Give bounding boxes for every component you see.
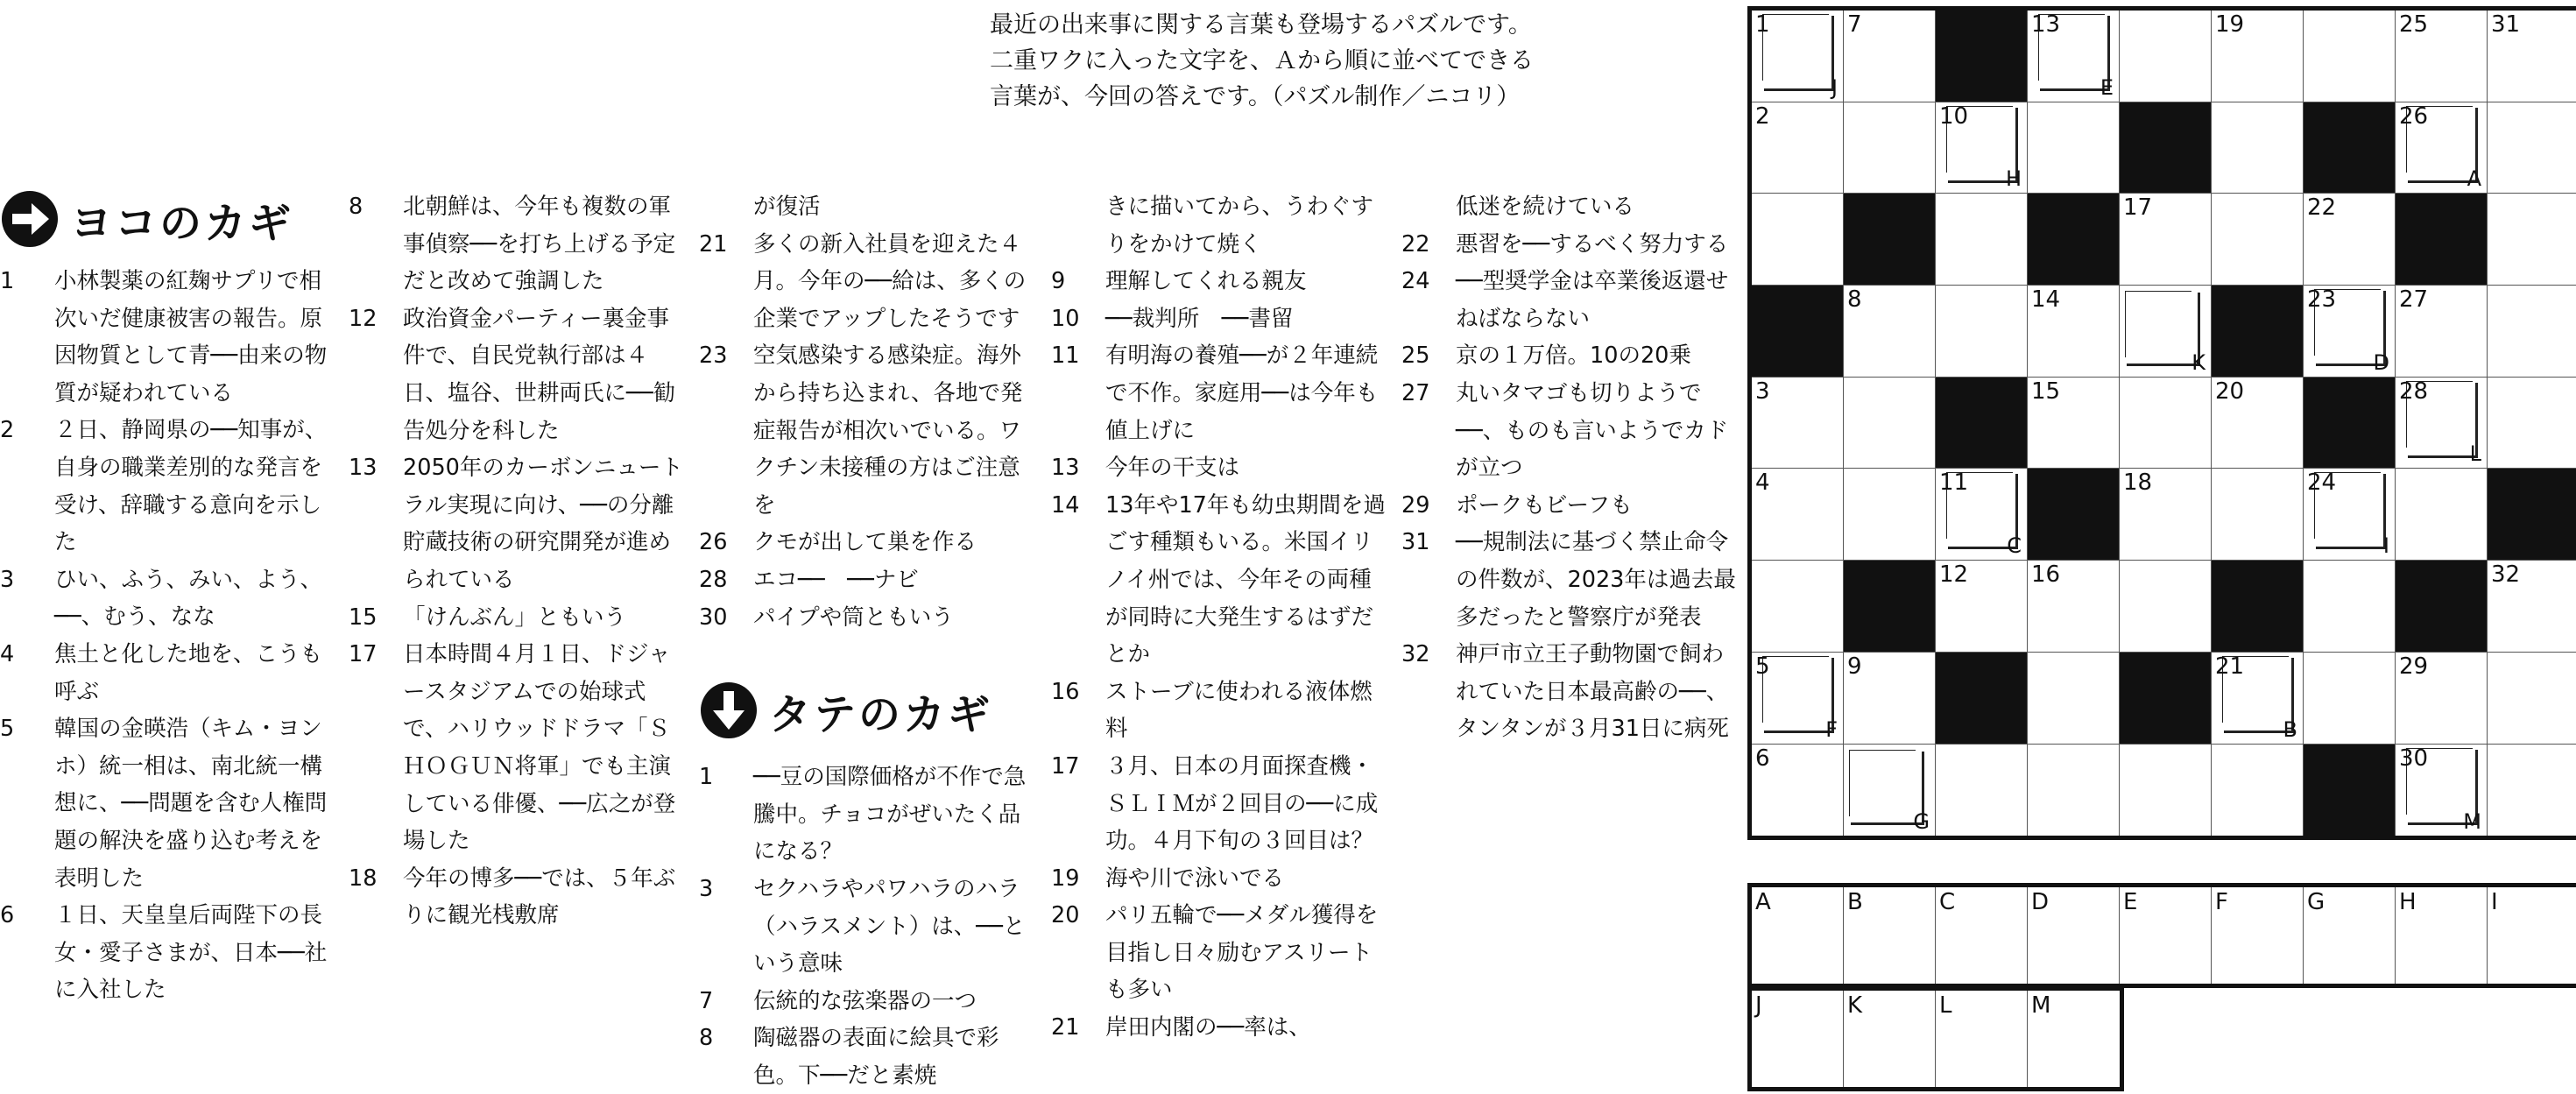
key-letter: H <box>2005 166 2022 192</box>
grid-cell[interactable] <box>1936 745 2028 836</box>
cell-number: 10 <box>1939 102 1969 130</box>
cell-number: 4 <box>1755 469 1770 497</box>
clue-number: 17 <box>1051 752 1080 780</box>
clue-text: 政治資金パーティー裏金事件で、自民党執行部は４日、塩谷、世耕両氏に──勧告処分を科した <box>403 305 676 444</box>
intro-line: 最近の出来事に関する言葉も登場するパズルです。 <box>990 11 1532 39</box>
cell-number: 16 <box>2031 561 2061 589</box>
clue-number: 9 <box>1051 268 1066 295</box>
clue-number: 15 <box>349 603 378 631</box>
cell-number: 31 <box>2491 11 2521 38</box>
clue-item <box>699 983 1036 1020</box>
answer-cell[interactable] <box>2028 991 2120 1087</box>
cell-number: 26 <box>2399 102 2429 130</box>
cell-number: 23 <box>2307 286 2337 314</box>
grid-cell[interactable] <box>2304 469 2396 561</box>
clue-item <box>1051 860 1388 898</box>
key-letter: F <box>1825 716 1838 742</box>
clue-text: エコ── ──ナビ <box>753 566 919 593</box>
grid-cell[interactable] <box>2028 102 2120 194</box>
cell-number: 29 <box>2399 653 2429 680</box>
grid-cell[interactable] <box>2120 745 2212 836</box>
grid-cell[interactable] <box>1752 745 1844 836</box>
cell-number: 14 <box>2031 286 2061 314</box>
grid-cell[interactable] <box>1936 194 2028 286</box>
answer-label: G <box>2307 889 2325 915</box>
grid-cell[interactable] <box>2304 653 2396 745</box>
clue-number: 7 <box>699 987 714 1014</box>
clue-item <box>1051 449 1388 487</box>
clue-text: ２日、静岡県の──知事が、自身の職業差別的な発言を受け、辞職する意向を示した <box>54 417 328 556</box>
key-letter: I <box>2382 533 2389 559</box>
clue-text: 岸田内閣の──率は、 <box>1105 1014 1311 1041</box>
answer-label: K <box>1847 992 1863 1019</box>
grid-cell[interactable] <box>2488 653 2576 745</box>
clue-number: 4 <box>0 640 15 667</box>
clue-item <box>1051 897 1388 1009</box>
yoko-heading <box>2 188 348 250</box>
clue-item <box>0 897 337 1009</box>
grid-cell[interactable] <box>1752 378 1844 469</box>
clue-number: 17 <box>349 641 378 668</box>
key-letter: K <box>2191 349 2205 375</box>
clue-item <box>1401 487 1739 525</box>
clue-text: 理解してくれる親友 <box>1105 268 1307 295</box>
grid-cell[interactable] <box>1844 745 1936 836</box>
clue-number: 26 <box>699 529 728 556</box>
grid-cell[interactable] <box>2120 469 2212 561</box>
clue-text: 京の１万倍。10の20乗 <box>1456 342 1691 370</box>
grid-cell[interactable] <box>2304 286 2396 378</box>
cell-number: 19 <box>2215 11 2245 38</box>
grid-cell[interactable] <box>2028 378 2120 469</box>
key-letter: G <box>1913 809 1930 835</box>
answer-label: H <box>2399 889 2417 915</box>
answer-cell[interactable] <box>2212 887 2304 984</box>
black-cell <box>2028 194 2120 286</box>
clue-text: 北朝鮮は、今年も複数の軍事偵察──を打ち上げる予定だと改めて強調した <box>403 194 676 295</box>
clue-item <box>1401 375 1739 487</box>
clue-text: が復活 <box>753 194 821 220</box>
answer-cell[interactable] <box>1844 887 1936 984</box>
clue-item <box>1051 300 1388 338</box>
cell-number: 15 <box>2031 378 2061 405</box>
clue-number: 32 <box>1401 641 1430 668</box>
clue-number: 25 <box>1401 342 1430 370</box>
clue-text: ひい、ふう、みい、よう、──、むう、なな <box>54 566 323 631</box>
black-cell <box>2488 469 2576 561</box>
grid-cell[interactable] <box>2120 194 2212 286</box>
grid-cell[interactable] <box>2212 653 2304 745</box>
grid-cell[interactable] <box>1752 469 1844 561</box>
answer-label: E <box>2123 889 2138 915</box>
grid-cell[interactable] <box>2212 194 2304 286</box>
grid-cell[interactable] <box>2028 561 2120 653</box>
clue-item <box>1401 263 1739 337</box>
grid-cell[interactable] <box>1752 102 1844 194</box>
cell-number: 22 <box>2307 194 2337 222</box>
cell-number: 6 <box>1755 745 1770 772</box>
grid-cell[interactable] <box>2120 378 2212 469</box>
black-cell <box>1844 194 1936 286</box>
answer-cell[interactable] <box>1936 991 2028 1087</box>
cell-number: 30 <box>2399 745 2429 772</box>
clue-number: 21 <box>699 230 728 258</box>
grid-cell[interactable] <box>2396 653 2488 745</box>
black-cell <box>2396 561 2488 653</box>
grid-cell[interactable] <box>2120 11 2212 102</box>
key-letter: J <box>1831 74 1838 100</box>
cell-number: 9 <box>1847 653 1862 680</box>
clue-number: 29 <box>1401 491 1430 519</box>
double-frame-box <box>2127 293 2200 366</box>
clue-text: ──規制法に基づく禁止命令の件数が、2023年は過去最多だったと警察庁が発表 <box>1456 529 1736 631</box>
clue-number: 20 <box>1051 902 1080 929</box>
cell-number: 24 <box>2307 469 2337 497</box>
clue-item <box>349 449 686 598</box>
clue-number: 28 <box>699 566 728 593</box>
key-letter: E <box>2100 74 2114 100</box>
clue-number: 30 <box>699 603 728 631</box>
clue-text: セクハラやパワハラのハラ（ハラスメント）は、──という意味 <box>753 875 1026 978</box>
black-cell <box>2120 653 2212 745</box>
clue-item <box>699 524 1036 561</box>
grid-cell[interactable] <box>1936 561 2028 653</box>
grid-cell[interactable] <box>1752 11 1844 102</box>
cell-number: 8 <box>1847 286 1862 314</box>
black-cell <box>2212 286 2304 378</box>
clue-item <box>0 710 337 897</box>
answer-cell[interactable] <box>1752 991 1844 1087</box>
cell-number: 18 <box>2123 469 2153 497</box>
grid-cell[interactable] <box>1844 11 1936 102</box>
clue-text: ──豆の国際価格が不作で急騰中。チョコがぜいたく品になる？ <box>753 764 1027 865</box>
key-letter: C <box>2007 533 2022 559</box>
clue-number: 21 <box>1051 1014 1080 1041</box>
clue-text: ３月、日本の月面探査機・ＳＬＩＭが２回目の──に成功。４月下旬の３回目は？ <box>1105 752 1379 855</box>
cell-number: 27 <box>2399 286 2429 314</box>
key-letter: B <box>2283 716 2297 742</box>
clue-item <box>1051 1009 1388 1047</box>
clue-text: ──裁判所 ──書留 <box>1105 305 1294 332</box>
clue-item <box>699 1020 1036 1094</box>
answer-cell[interactable] <box>2028 887 2120 984</box>
clue-item <box>699 871 1036 983</box>
cell-number: 25 <box>2399 11 2429 38</box>
grid-cell[interactable] <box>2212 745 2304 836</box>
clue-item <box>349 860 686 935</box>
clue-number: 11 <box>1051 342 1080 370</box>
answer-row-2 <box>1747 986 2124 1091</box>
cell-number: 7 <box>1847 11 1862 38</box>
grid-cell[interactable] <box>1936 286 2028 378</box>
cell-number: 3 <box>1755 378 1770 405</box>
answer-label: B <box>1847 889 1863 915</box>
clue-number: 1 <box>699 764 714 791</box>
clue-item <box>1051 487 1388 674</box>
key-letter: L <box>2469 441 2481 467</box>
clue-text: ──型奨学金は卒業後返還せねばならない <box>1456 268 1729 332</box>
black-cell <box>2212 561 2304 653</box>
answer-cell[interactable] <box>1844 991 1936 1087</box>
grid-cell[interactable] <box>2396 102 2488 194</box>
cell-number: 17 <box>2123 194 2153 222</box>
black-cell <box>1936 11 2028 102</box>
cell-number: 2 <box>1755 102 1770 130</box>
clue-number: 6 <box>0 902 15 929</box>
clue-item <box>1401 226 1739 264</box>
grid-cell[interactable] <box>1844 653 1936 745</box>
grid-cell[interactable] <box>1752 653 1844 745</box>
clue-text: 「けんぶん」ともいう <box>403 603 627 631</box>
grid-cell[interactable] <box>1844 286 1936 378</box>
grid-cell[interactable] <box>2028 11 2120 102</box>
answer-row-1 <box>1747 883 2576 988</box>
answer-cell[interactable] <box>1936 887 2028 984</box>
clue-text: 2050年のカーボンニュートラル実現に向け、──の分離貯蔵技術の研究開発が進められている <box>403 455 683 593</box>
clue-text: ストーブに使われる液体燃料 <box>1105 678 1373 743</box>
cell-number: 20 <box>2215 378 2245 405</box>
clue-text: 日本時間４月１日、ドジャースタジアムでの始球式で、ハリウッドドラマ「ＳＨＯＧＵＮ将軍」でも主演している俳優、──広之が登場した <box>403 641 676 855</box>
clue-number: 18 <box>349 865 378 892</box>
clue-text: クモが出して巣を作る <box>753 529 977 556</box>
grid-cell[interactable] <box>2212 469 2304 561</box>
clue-number: 24 <box>1401 268 1430 295</box>
grid-cell[interactable] <box>1844 378 1936 469</box>
black-cell <box>2396 194 2488 286</box>
clue-text: 小林製薬の紅麹サプリで相次いだ健康被害の報告。原因物質として青──由来の物質が疑われている <box>54 268 328 406</box>
clue-item <box>699 188 1036 226</box>
section-spacer <box>699 636 1036 759</box>
grid-cell[interactable] <box>2028 286 2120 378</box>
cell-number: 11 <box>1939 469 1969 497</box>
clue-number <box>699 188 753 226</box>
clue-item <box>699 599 1036 637</box>
key-letter: D <box>2373 349 2389 375</box>
clue-item <box>1051 748 1388 860</box>
answer-label: C <box>1939 889 1956 915</box>
intro-text <box>990 7 1708 115</box>
clue-number: 5 <box>0 716 15 743</box>
clue-item <box>349 636 686 860</box>
black-cell <box>1844 561 1936 653</box>
clue-item <box>0 412 337 561</box>
clue-text: 悪習を──するべく努力する <box>1456 230 1729 258</box>
black-cell <box>2304 102 2396 194</box>
clue-number: 14 <box>1051 491 1080 519</box>
answer-cell[interactable] <box>2120 887 2212 984</box>
clue-text: 陶磁器の表面に絵具で彩色。下──だと素焼 <box>753 1025 999 1089</box>
key-letter: A <box>2467 166 2481 192</box>
clue-number: 2 <box>0 417 15 444</box>
clue-number: 13 <box>1051 455 1080 482</box>
clue-text: 韓国の金暎浩（キム・ヨンホ）統一相は、南北統一構想に、──問題を含む人権問題の解決を盛り込む考えを表明した <box>54 716 328 892</box>
grid-cell[interactable] <box>2304 194 2396 286</box>
crossword-grid <box>1747 6 2576 840</box>
black-cell <box>2120 102 2212 194</box>
clue-text: きに描いてから、うわぐすりをかけて焼く <box>1105 194 1374 258</box>
black-cell <box>1936 378 2028 469</box>
clue-number: 19 <box>1051 865 1080 892</box>
clue-item <box>0 263 337 412</box>
black-cell <box>1936 653 2028 745</box>
clue-number: 3 <box>0 566 15 593</box>
clue-item <box>1401 188 1739 226</box>
answer-cell[interactable] <box>2304 887 2396 984</box>
grid-cell[interactable] <box>2304 11 2396 102</box>
grid-cell[interactable] <box>1844 469 1936 561</box>
answer-cell[interactable] <box>2488 887 2576 984</box>
clue-item <box>1051 674 1388 748</box>
clue-number: 8 <box>699 1025 714 1052</box>
answer-cell[interactable] <box>1752 887 1844 984</box>
grid-cell[interactable] <box>1936 102 2028 194</box>
cell-number: 21 <box>2215 653 2245 680</box>
clue-text: ポークもビーフも <box>1456 491 1633 519</box>
clue-column <box>349 188 686 935</box>
cell-number: 28 <box>2399 378 2429 405</box>
answer-label: D <box>2031 889 2050 915</box>
clue-item <box>0 561 337 636</box>
clue-text: パイプや筒ともいう <box>753 603 954 631</box>
double-frame-box <box>1764 658 1834 733</box>
clue-number: 23 <box>699 342 728 370</box>
clue-column <box>1051 188 1388 1047</box>
grid-cell[interactable] <box>2212 11 2304 102</box>
clue-text: 今年の干支は <box>1105 455 1240 482</box>
black-cell <box>2304 745 2396 836</box>
black-cell <box>2304 378 2396 469</box>
grid-cell[interactable] <box>2396 286 2488 378</box>
clue-number: 3 <box>699 875 714 902</box>
grid-cell[interactable] <box>2028 745 2120 836</box>
clue-item <box>1401 524 1739 636</box>
grid-cell[interactable] <box>2488 561 2576 653</box>
clue-text: 海や川で泳いでる <box>1105 865 1285 892</box>
clue-number <box>1401 188 1456 226</box>
clue-item <box>1051 188 1388 263</box>
clue-text: 低迷を続けている <box>1456 194 1635 220</box>
clue-number: 1 <box>0 268 15 294</box>
clue-item <box>699 226 1036 338</box>
clue-text: 神戸市立王子動物園で飼われていた日本最高齢の──、タンタンが３月31日に病死 <box>1456 641 1729 743</box>
clue-text: 13年や17年も幼虫期間を過ごす種類もいる。米国イリノイ州では、今年その両種が同時に大発生するはずだとか <box>1105 491 1386 668</box>
clue-item <box>349 599 686 637</box>
grid-cell[interactable] <box>2488 286 2576 378</box>
answer-label: L <box>1939 992 1952 1019</box>
answer-label: F <box>2215 889 2228 915</box>
cell-number: 12 <box>1939 561 1969 589</box>
clue-item <box>699 561 1036 599</box>
clue-text: パリ五輪で──メダル獲得を目指し日々励むアスリートも多い <box>1105 902 1379 1004</box>
grid-cell[interactable] <box>1752 561 1844 653</box>
answer-label: M <box>2031 992 2051 1019</box>
clue-number: 13 <box>349 455 378 482</box>
grid-cell[interactable] <box>1752 194 1844 286</box>
cell-number: 13 <box>2031 11 2061 38</box>
answer-label: J <box>1755 992 1762 1019</box>
grid-cell[interactable] <box>1936 469 2028 561</box>
grid-cell[interactable] <box>2396 745 2488 836</box>
grid-cell[interactable] <box>2488 11 2576 102</box>
clue-column <box>699 188 1036 1094</box>
grid-cell[interactable] <box>2488 745 2576 836</box>
tate-title: タテのカギ <box>769 689 993 739</box>
clue-column <box>1401 188 1739 748</box>
clue-item <box>699 759 1036 871</box>
key-letter: M <box>2463 809 2481 835</box>
grid-cell[interactable] <box>2396 378 2488 469</box>
clue-item <box>1051 263 1388 300</box>
cell-number: 1 <box>1755 11 1770 38</box>
right-arrow-icon <box>2 191 58 247</box>
answer-label: A <box>1755 889 1771 915</box>
double-frame-box <box>1764 16 1834 91</box>
clue-text: 焦土と化した地を、こうも呼ぶ <box>54 640 323 705</box>
clue-text: 今年の博多──では、５年ぶりに観光桟敷席 <box>403 865 676 929</box>
clue-text: 伝統的な弦楽器の一つ <box>753 987 977 1014</box>
clue-text: 多くの新入社員を迎えた４月。今年の──給は、多くの企業でアップしたそうです <box>753 230 1027 332</box>
clue-number: 10 <box>1051 305 1080 332</box>
clue-text: １日、天皇皇后両陛下の長女・愛子さまが、日本──社に入社した <box>54 902 328 1004</box>
clue-number: 27 <box>1401 379 1430 406</box>
cell-number: 5 <box>1755 653 1770 680</box>
clue-number: 22 <box>1401 230 1430 258</box>
black-cell <box>2028 469 2120 561</box>
grid-cell[interactable] <box>1844 102 1936 194</box>
clue-text: 空気感染する感染症。海外から持ち込まれ、各地で発症報告が相次いでいる。ワクチン未接種の方はご注意を <box>753 342 1023 519</box>
grid-cell[interactable] <box>2396 11 2488 102</box>
grid-cell[interactable] <box>2028 653 2120 745</box>
grid-cell[interactable] <box>2212 378 2304 469</box>
grid-cell[interactable] <box>2120 561 2212 653</box>
clue-item <box>1401 636 1739 748</box>
clue-item <box>0 636 337 710</box>
clue-number: 8 <box>349 194 363 220</box>
intro-line: 言葉が、今回の答えです。（パズル制作／ニコリ） <box>990 83 1521 110</box>
grid-cell[interactable] <box>2396 469 2488 561</box>
grid-cell[interactable] <box>2488 102 2576 194</box>
black-cell <box>1752 286 1844 378</box>
clue-item <box>1401 337 1739 375</box>
clue-number: 12 <box>349 305 378 332</box>
clue-text: 丸いタマゴも切りようで──、ものも言いようでカドが立つ <box>1456 379 1729 482</box>
answer-cell[interactable] <box>2396 887 2488 984</box>
grid-cell[interactable] <box>2212 102 2304 194</box>
grid-cell[interactable] <box>2304 561 2396 653</box>
grid-cell[interactable] <box>2120 286 2212 378</box>
clue-text: 有明海の養殖──が２年連続で不作。家庭用──は今年も値上げに <box>1105 342 1379 444</box>
grid-cell[interactable] <box>2488 378 2576 469</box>
clue-item <box>1051 337 1388 449</box>
clue-item <box>699 337 1036 524</box>
clue-item <box>349 300 686 449</box>
clue-item <box>349 188 686 300</box>
cell-number: 32 <box>2491 561 2521 589</box>
yoko-title: ヨコのカギ <box>70 198 294 248</box>
clue-column <box>0 263 337 1009</box>
clue-number <box>1051 188 1105 263</box>
answer-label: I <box>2491 889 2498 915</box>
intro-line: 二重ワクに入った文字を、Ａから順に並べてできる <box>990 47 1534 74</box>
clue-number: 16 <box>1051 678 1080 705</box>
grid-cell[interactable] <box>2488 194 2576 286</box>
clue-number: 31 <box>1401 529 1430 556</box>
